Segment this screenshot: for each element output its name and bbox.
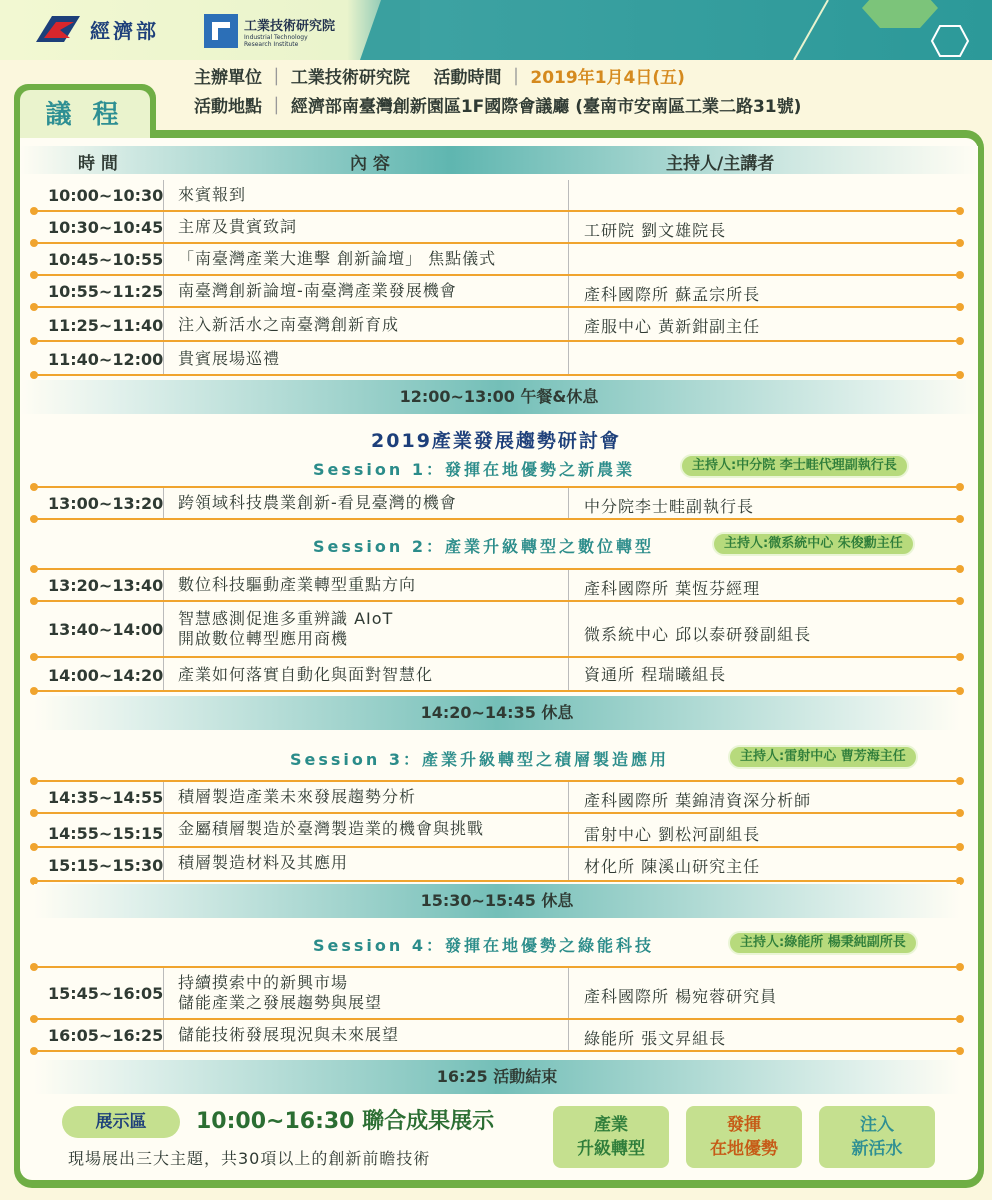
moea-name: 經濟部 xyxy=(90,18,159,43)
row-speaker: 產科國際所 楊宛蓉研究員 xyxy=(584,987,778,1006)
session-3-host: 主持人:雷射中心 曹芳海主任 xyxy=(728,745,918,769)
row-time: 14:00~14:20 xyxy=(48,666,164,685)
theme-box-1 xyxy=(553,1106,669,1168)
diagonal-line-decoration xyxy=(790,0,830,60)
row-content: 主席及貴賓致詞 xyxy=(178,217,298,236)
table-row xyxy=(34,966,960,1020)
row-content: 金屬積層製造於臺灣製造業的機會與挑戰 xyxy=(178,819,485,838)
exhibition-subtitle: 現場展出三大主題，共30項以上的創新前瞻技術 xyxy=(68,1149,431,1168)
row-time: 10:45~10:55 xyxy=(48,250,164,269)
session-4-title: Session 4：發揮在地優勢之綠能科技 xyxy=(313,936,654,955)
time-label: 活動時間 xyxy=(433,68,502,88)
row-speaker: 工研院 劉文雄院長 xyxy=(584,221,727,240)
event-date: 2019年1月4日(五) xyxy=(530,68,685,88)
hexagon-outline-icon xyxy=(930,24,970,58)
theme-box-3 xyxy=(819,1106,935,1168)
row-content: 儲能技術發展現況與未來展望 xyxy=(178,1025,400,1044)
row-time: 10:00~10:30 xyxy=(48,186,164,205)
organizer-label: 主辦單位 xyxy=(194,68,262,88)
row-speaker: 產科國際所 葉恆芬經理 xyxy=(584,579,761,598)
row-speaker: 中分院李士畦副執行長 xyxy=(584,497,755,516)
venue-label: 活動地點 xyxy=(194,97,262,117)
row-time: 13:20~13:40 xyxy=(48,576,164,595)
table-row xyxy=(34,658,960,692)
banner-divider xyxy=(360,0,420,60)
row-time: 14:35~14:55 xyxy=(48,788,164,807)
row-content-line-2: 儲能產業之發展趨勢與展望 xyxy=(178,993,383,1012)
theme-1-line-1: 產業 xyxy=(594,1115,628,1135)
hexagon-decoration-icon xyxy=(860,0,940,30)
row-time: 14:55~15:15 xyxy=(48,824,164,843)
itri-name-en-2: Research Institute xyxy=(244,40,299,48)
itri-name-zh: 工業技術研究院 xyxy=(244,18,336,34)
end-band: 16:25 活動結束 xyxy=(34,1060,960,1094)
row-speaker: 微系統中心 邱以泰研發副組長 xyxy=(584,625,812,644)
row-speaker: 雷射中心 劉松河副組長 xyxy=(584,825,761,844)
row-speaker: 產科國際所 葉錦清資深分析師 xyxy=(584,791,812,810)
row-content: 積層製造產業未來發展趨勢分析 xyxy=(178,787,417,806)
seminar-title: 2019產業發展趨勢研討會 xyxy=(371,430,621,452)
row-time: 16:05~16:25 xyxy=(48,1026,164,1045)
row-speaker: 綠能所 張文昇組長 xyxy=(584,1029,727,1048)
theme-3-line-1: 注入 xyxy=(860,1115,894,1135)
lunch-band: 12:00~13:00 午餐&休息 xyxy=(20,380,978,414)
theme-2-line-1: 發揮 xyxy=(727,1115,761,1135)
break-band-2: 15:30~15:45 休息 xyxy=(34,884,960,918)
organizer: 工業技術研究院 xyxy=(290,68,410,88)
row-speaker: 材化所 陳溪山研究主任 xyxy=(584,857,761,876)
table-row xyxy=(34,486,960,520)
session-3-title: Session 3：產業升級轉型之積層製造應用 xyxy=(290,750,669,769)
session-1-title: Session 1：發揮在地優勢之新農業 xyxy=(313,460,635,479)
table-row xyxy=(34,308,960,342)
row-time: 15:15~15:30 xyxy=(48,856,164,875)
moea-logo xyxy=(34,14,159,44)
row-content: 跨領域科技農業創新-看見臺灣的機會 xyxy=(178,493,457,512)
row-time: 15:45~16:05 xyxy=(48,984,164,1003)
row-content: 南臺灣創新論壇-南臺灣產業發展機會 xyxy=(178,281,457,300)
row-time: 11:40~12:00 xyxy=(48,350,164,369)
moea-emblem-icon xyxy=(34,14,82,44)
table-row xyxy=(34,780,960,814)
table-row xyxy=(34,276,960,308)
theme-box-2 xyxy=(686,1106,802,1168)
column-time: 時 間 xyxy=(78,154,118,174)
session-1-host: 主持人:中分院 李士畦代理副執行長 xyxy=(680,454,909,478)
event-info: 主辦單位 ｜ 工業技術研究院 活動時間 ｜ 2019年1月4日(五) 活動地點 ｜ 經濟部南臺灣創新園區1F國際會議廳 (臺南市安南區工業二路31號) xyxy=(194,68,802,117)
column-header xyxy=(20,146,978,174)
itri-emblem-icon xyxy=(204,14,238,48)
theme-1-line-2: 升級轉型 xyxy=(577,1139,645,1159)
itri-name-en-1: Industrial Technology xyxy=(244,33,308,41)
row-content: 「南臺灣產業大進擊 創新論壇」 焦點儀式 xyxy=(178,249,497,268)
row-content: 積層製造材料及其應用 xyxy=(178,853,349,872)
itri-logo xyxy=(204,14,335,48)
table-row xyxy=(34,568,960,602)
row-content-line-1: 持續摸索中的新興市場 xyxy=(178,973,349,992)
break-band-1: 14:20~14:35 休息 xyxy=(34,696,960,730)
theme-2-line-2: 在地優勢 xyxy=(710,1139,778,1159)
row-speaker: 產科國際所 蘇孟宗所長 xyxy=(584,285,761,304)
row-time: 11:25~11:40 xyxy=(48,316,164,335)
agenda-tab xyxy=(14,84,156,140)
row-content: 注入新活水之南臺灣創新育成 xyxy=(178,315,400,334)
row-time: 13:00~13:20 xyxy=(48,494,164,513)
row-speaker: 資通所 程瑞曦組長 xyxy=(584,665,727,684)
agenda-tab-label: 議 程 xyxy=(20,90,150,140)
table-row xyxy=(34,602,960,658)
row-time: 10:55~11:25 xyxy=(48,282,164,301)
session-2-title: Session 2：產業升級轉型之數位轉型 xyxy=(313,537,654,556)
row-content: 產業如何落實自動化與面對智慧化 xyxy=(178,665,434,684)
row-speaker: 產服中心 黃新鉗副主任 xyxy=(584,317,761,336)
table-row xyxy=(34,342,960,376)
table-row xyxy=(34,212,960,244)
row-content: 來賓報到 xyxy=(178,185,247,204)
column-content: 內 容 xyxy=(350,154,390,174)
exhibition-pill: 展示區 xyxy=(62,1106,180,1138)
session-2-host: 主持人:微系統中心 朱俊勳主任 xyxy=(712,532,915,556)
table-row xyxy=(34,180,960,212)
row-time: 13:40~14:00 xyxy=(48,620,164,639)
row-content: 數位科技驅動產業轉型重點方向 xyxy=(178,575,417,594)
row-content-line-2: 開啟數位轉型應用商機 xyxy=(178,629,349,648)
table-row xyxy=(34,848,960,882)
table-row xyxy=(34,1020,960,1052)
column-speaker: 主持人/主講者 xyxy=(666,154,775,174)
table-row xyxy=(34,244,960,276)
row-time: 10:30~10:45 xyxy=(48,218,164,237)
session-4-host: 主持人:綠能所 楊秉純副所長 xyxy=(728,931,918,955)
row-content: 貴賓展場巡禮 xyxy=(178,349,281,368)
venue: 經濟部南臺灣創新園區1F國際會議廳 (臺南市安南區工業二路31號) xyxy=(290,97,802,117)
theme-3-line-2: 新活水 xyxy=(851,1139,903,1159)
exhibition-title: 10:00~16:30 聯合成果展示 xyxy=(196,1109,495,1134)
table-row xyxy=(34,814,960,848)
row-content-line-1: 智慧感測促進多重辨識 AIoT xyxy=(178,609,394,628)
